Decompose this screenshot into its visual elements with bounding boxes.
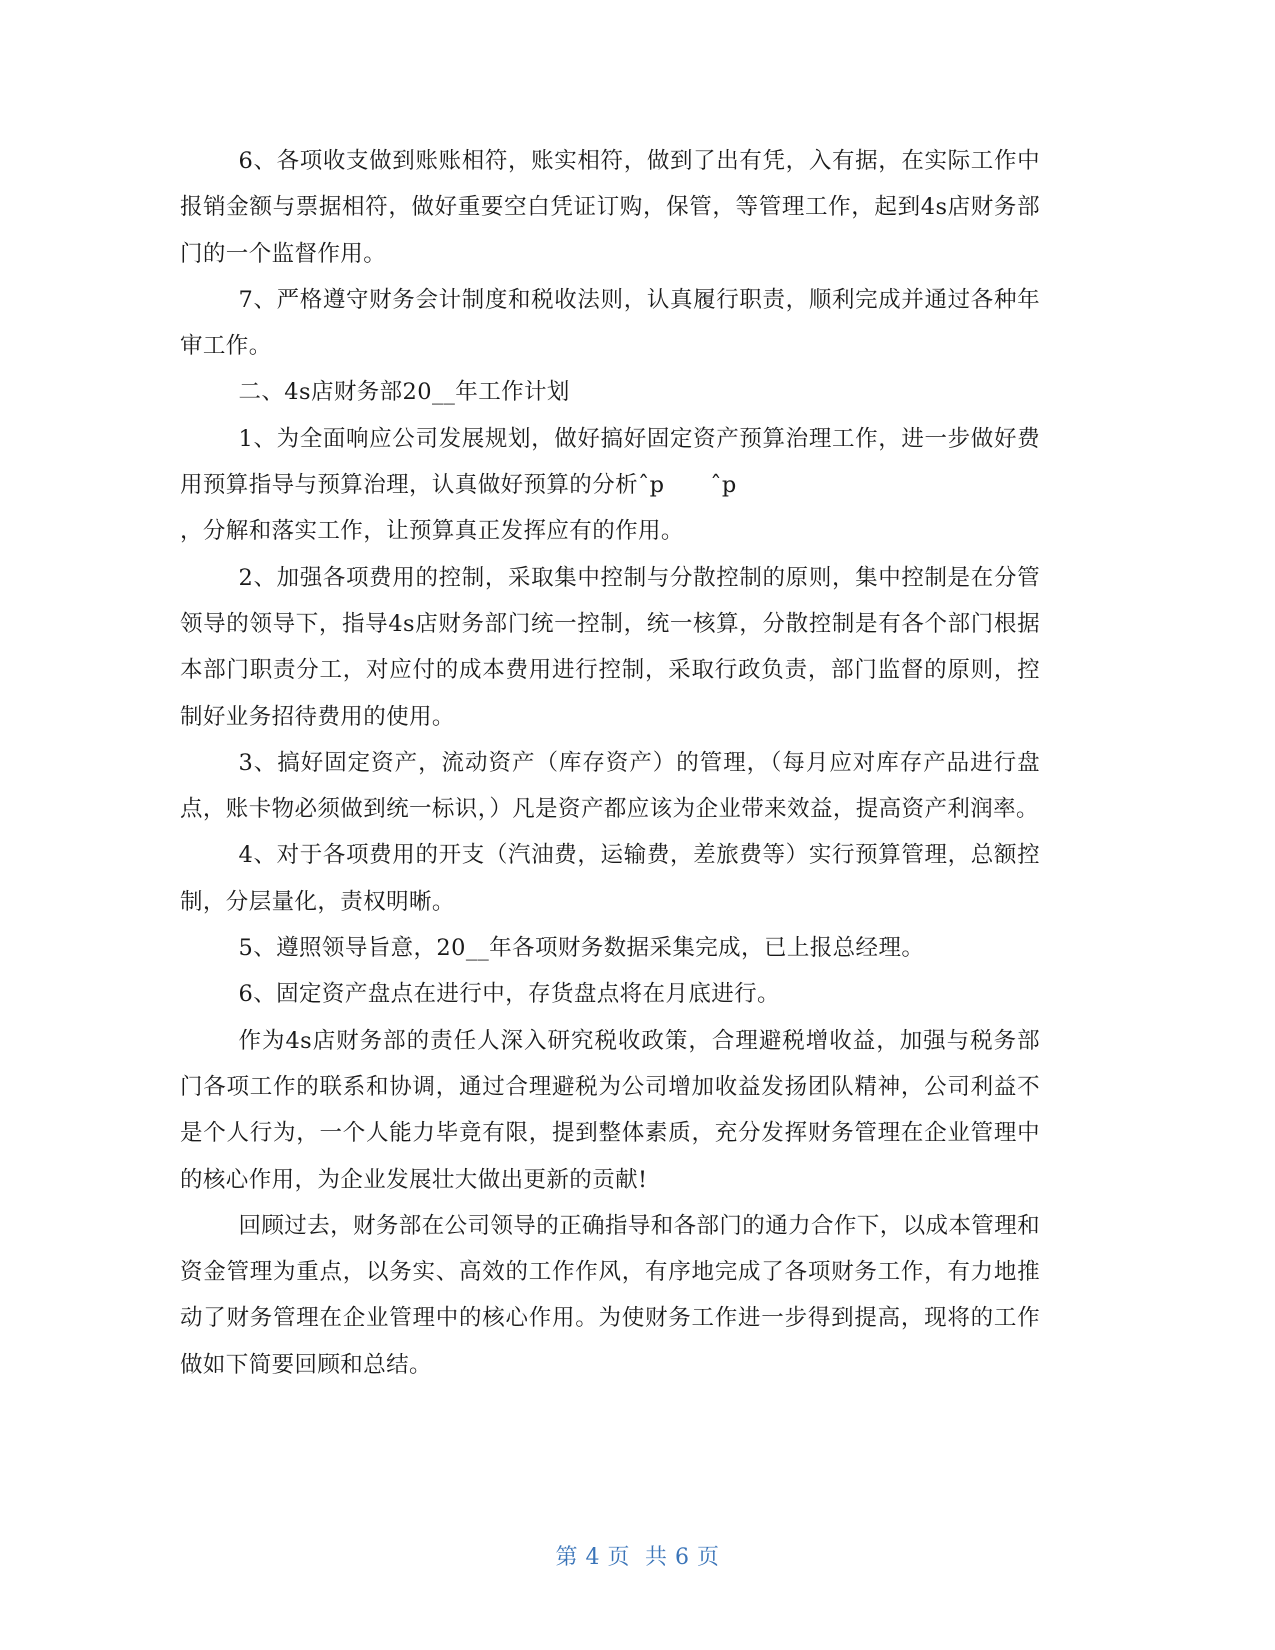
paragraph-plan-5-data-collection: 5、遵照领导旨意，20__年各项财务数据采集完成，已上报总经理。 [238, 935, 925, 962]
footer-prefix: 第 [555, 1545, 578, 1570]
document-body [180, 138, 1040, 1388]
section-heading-work-plan: 二、4s店财务部20__年工作计划 [238, 379, 570, 406]
footer-page-number: 4 [585, 1545, 600, 1570]
footer-suffix: 页 [697, 1545, 720, 1570]
paragraph-tax-policy: 作为4s店财务部的责任人深入研究税收政策，合理避税增收益，加强与税务部门各项工作的联系和协调，通过合理避税为公司增加收益发扬团队精神，公司利益不是个人行为，一个人能力毕竟有限，提到整体素质，充分发挥财务管理在企业管理中的核心作用，为企业发展壮大做出更新的贡献! [180, 1027, 1040, 1193]
paragraph-item-7-compliance: 7、严格遵守财务会计制度和税收法则，认真履行职责，顺利完成并通过各种年审工作。 [180, 286, 1040, 360]
page-footer [0, 1540, 1275, 1571]
paragraph-item-6-reconciliation: 6、各项收支做到账账相符，账实相符，做到了出有凭，入有据，在实际工作中报销金额与票据相符，做好重要空白凭证订购，保管，等管理工作，起到4s店财务部门的一个监督作用。 [180, 148, 1040, 267]
footer-total-pages: 6 [675, 1545, 690, 1570]
paragraph-plan-1-budget: 1、为全面响应公司发展规划，做好搞好固定资产预算治理工作，进一步做好费用预算指导与预算治理，认真做好预算的分析ˆp ˆp [180, 425, 1040, 499]
paragraph-plan-6-inventory: 6、固定资产盘点在进行中，存货盘点将在月底进行。 [238, 981, 780, 1008]
paragraph-plan-4-expenses: 4、对于各项费用的开支（汽油费，运输费，差旅费等）实行预算管理，总额控制，分层量化，责权明晰。 [180, 842, 1040, 915]
paragraph-plan-3-assets: 3、搞好固定资产，流动资产（库存资产）的管理，（每月应对库存产品进行盘点，账卡物必须做到统一标识，）凡是资产都应该为企业带来效益，提高资产利润率。 [180, 749, 1040, 823]
paragraph-plan-1-continuation: ，分解和落实工作，让预算真正发挥应有的作用。 [180, 518, 684, 545]
paragraph-review-summary: 回顾过去，财务部在公司领导的正确指导和各部门的通力合作下，以成本管理和资金管理为重点，以务实、高效的工作作风，有序地完成了各项财务工作，有力地推动了财务管理在企业管理中的核心作用。为使财务工作进一步得到提高，现将的工作做如下简要回顾和总结。 [180, 1212, 1041, 1378]
footer-middle: 页 共 [607, 1545, 668, 1570]
paragraph-plan-2-cost-control: 2、加强各项费用的控制，采取集中控制与分散控制的原则，集中控制是在分管领导的领导下，指导4s店财务部门统一控制，统一核算，分散控制是有各个部门根据本部门职责分工，对应付的成本费用进行控制，采取行政负责，部门监督的原则，控制好业务招待费用的使用。 [180, 564, 1040, 730]
